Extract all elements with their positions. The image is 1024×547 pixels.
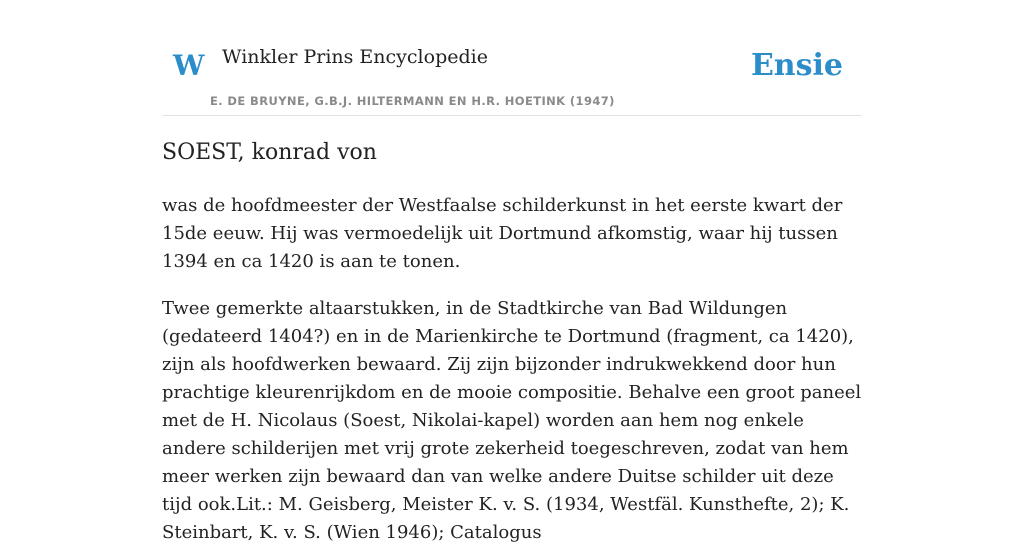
brand-logo[interactable]: Ensie [750, 48, 843, 83]
page-container [162, 0, 862, 543]
authors-line: E. DE BRUYNE, G.B.J. HILTERMANN EN H.R. HOETINK (1947) [210, 94, 615, 108]
site-header [162, 0, 862, 116]
article-title: SOEST, konrad von [162, 140, 377, 165]
logo-icon[interactable]: W [173, 49, 205, 82]
article-paragraph: was de hoofdmeester der Westfaalse schilderkunst in het eerste kwart der 15de eeuw. Hij was vermoedelijk uit Dortmund afkomstig, waar hij tussen 1394 en ca 1420 is aan te tonen. [162, 195, 843, 272]
site-title[interactable]: Winkler Prins Encyclopedie [222, 46, 488, 68]
article-paragraph: Twee gemerkte altaarstukken, in de Stadtkirche van Bad Wildungen (gedateerd 1404?) en in de Marienkirche te Dortmund (fragment, ca 1420), zijn als hoofdwerken bewaard. Zij zijn bijzonder indrukwekkend door hun prachtige kleurenrijkdom en de mooie compositie. Behalve een groot paneel met de H. Nicolaus (Soest, Nikolai-kapel) worden aan hem nog enkele andere schilderijen met vrij grote zekerheid toegeschreven, zodat van hem meer werken zijn bewaard dan van welke andere Duitse schilder uit deze tijd ook.Lit.: M. Geisberg, Meister K. v. S. (1934, Westfäl. Kunsthefte, 2); K. Steinbart, K. v. S. (Wien 1946); Catalogus [162, 298, 862, 543]
